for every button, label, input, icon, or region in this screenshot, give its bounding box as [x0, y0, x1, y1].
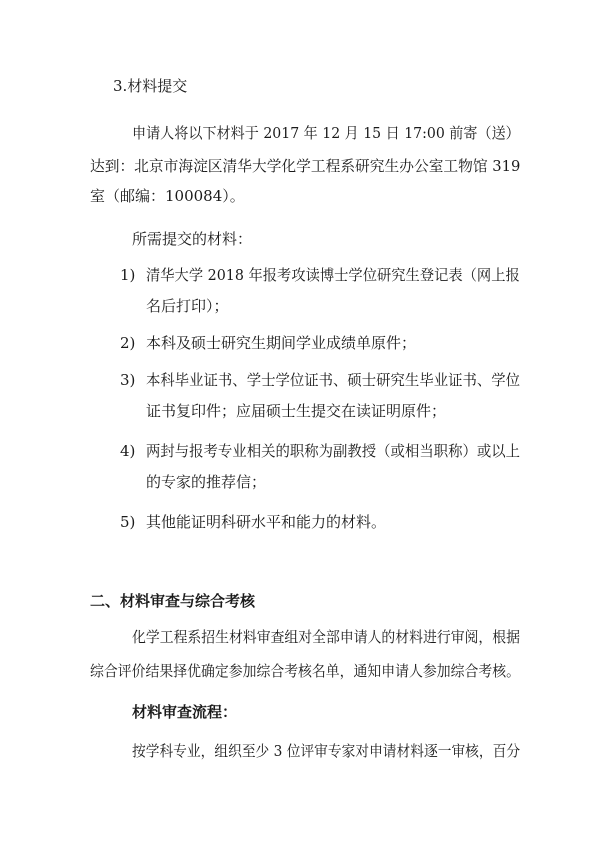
section3-heading: 3.材料提交 — [113, 77, 188, 95]
list-item-line1: 其他能证明科研水平和能力的材料。 — [146, 513, 387, 531]
list-item-number: 4) — [120, 442, 136, 460]
list-item-number: 3) — [120, 371, 136, 389]
section2-heading: 二、材料审查与综合考核 — [90, 592, 256, 610]
list-item-line1: 本科及硕士研究生期间学业成绩单原件； — [146, 334, 417, 352]
list-item-line1: 本科毕业证书、学士学位证书、硕士研究生毕业证书、学位 — [146, 371, 521, 389]
list-item-line2: 证书复印件；应届硕士生提交在读证明原件； — [146, 402, 447, 420]
list-item-line1: 清华大学 2018 年报考攻读博士学位研究生登记表（网上报 — [146, 266, 520, 284]
section3-para1-line1: 申请人将以下材料于 2017 年 12 月 15 日 17:00 前寄（送） — [132, 124, 520, 142]
section2-para2-line1: 按学科专业，组织至少 3 位评审专家对申请材料逐一审核，百分 — [132, 742, 521, 760]
section3-para1-line3: 室（邮编：100084）。 — [90, 187, 245, 205]
list-item-number: 5) — [120, 513, 136, 531]
list-item-line1: 两封与报考专业相关的职称为副教授（或相当职称）或以上 — [146, 442, 521, 460]
list-item-number: 1) — [120, 266, 136, 284]
section2-para1-line2: 综合评价结果择优确定参加综合考核名单，通知申请人参加综合考核。 — [90, 662, 520, 680]
materials-intro: 所需提交的材料： — [132, 230, 253, 248]
list-item-number: 2) — [120, 334, 136, 352]
list-item-line2: 名后打印）； — [146, 297, 229, 315]
section2-para1-line1: 化学工程系招生材料审查组对全部申请人的材料进行审阅，根据 — [132, 628, 521, 646]
section3-para1-line2: 达到：北京市海淀区清华大学化学工程系研究生办公室工物馆 319 — [90, 157, 521, 175]
list-item-line2: 的专家的推荐信； — [146, 473, 267, 491]
section2-subheading: 材料审查流程： — [132, 703, 238, 721]
